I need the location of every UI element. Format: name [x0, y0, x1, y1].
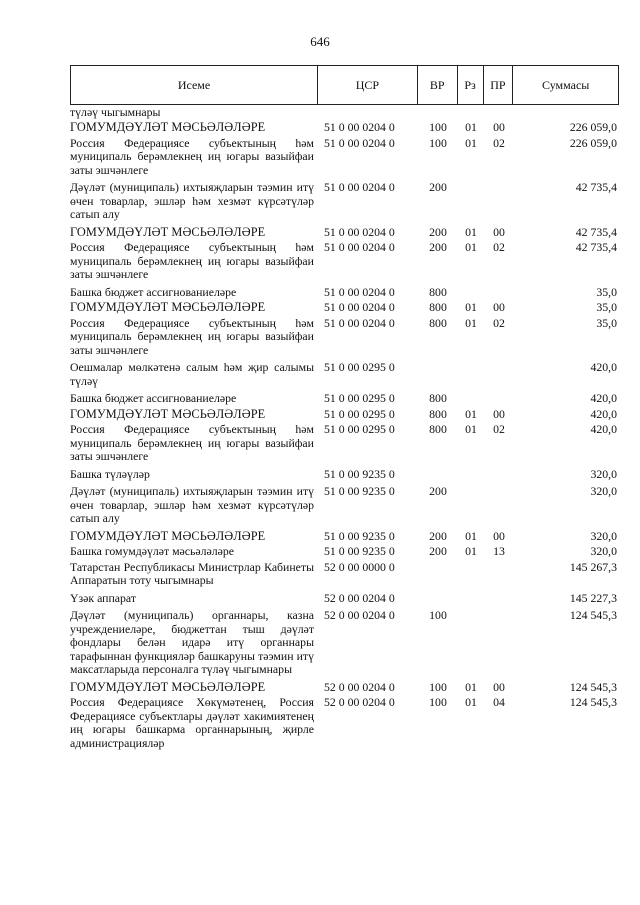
cell-name: ГОМУМДӘҮЛӘТ МӘСЬӘЛӘЛӘРЕ: [70, 120, 266, 134]
cell-name: Дәүләт (муниципаль) ихтыяҗларын тәэмин итү өчен товарлар, эшләр һәм хезмәт күрсәтүләр сатып алу: [70, 484, 314, 525]
cell-sum: 420,0: [590, 406, 617, 421]
table-row: [70, 301, 619, 315]
table-row: [70, 392, 619, 406]
cell-csr: 51 0 00 0204 0: [324, 224, 395, 239]
cell-csr: 51 0 00 9235 0: [324, 544, 395, 558]
table-row: [70, 561, 619, 588]
cell-name: Башка бюджет ассигнованиеләре: [70, 391, 237, 405]
cell-name: ГОМУМДӘҮЛӘТ МӘСЬӘЛӘЛӘРЕ: [70, 406, 266, 421]
cell-name: Башка бюджет ассигнованиеләре: [70, 284, 237, 299]
cell-name: Россия Федерациясе субъектының һәм муниципаль берәмлекнең иң югары вазыйфаи заты эшчәнлеге: [70, 315, 314, 357]
cell-vr: 800: [429, 422, 447, 436]
cell-csr: [318, 106, 418, 118]
cell-rz: 01: [465, 240, 477, 254]
cell-pr: 02: [493, 240, 505, 254]
cell-vr: 200: [429, 180, 447, 194]
cell-pr: 00: [493, 406, 505, 421]
table-row: [70, 545, 619, 559]
cell-rz: 01: [465, 300, 477, 314]
table-row: [70, 106, 619, 118]
cell-csr: 51 0 00 0204 0: [324, 240, 395, 254]
header-rz: Рз: [458, 66, 484, 104]
cell-vr: 100: [429, 679, 447, 694]
cell-csr: 52 0 00 0204 0: [324, 679, 395, 694]
cell-sum: 35,0: [596, 315, 617, 330]
cell-csr: 51 0 00 0204 0: [324, 135, 395, 150]
cell-pr: [484, 468, 514, 482]
cell-name: ГОМУМДӘҮЛӘТ МӘСЬӘЛӘЛӘРЕ: [70, 679, 266, 694]
cell-pr: 00: [493, 679, 505, 694]
cell-name: Оешмалар мөлкәтенә салым һәм җир салымы түләү: [70, 360, 314, 388]
cell-rz: [458, 361, 484, 388]
header-pr: ПР: [484, 66, 514, 104]
cell-rz: [458, 286, 484, 300]
cell-vr: 100: [429, 120, 447, 134]
cell-vr: 100: [429, 608, 447, 622]
cell-pr: [484, 181, 514, 222]
cell-pr: [484, 361, 514, 388]
cell-csr: 51 0 00 0204 0: [324, 300, 395, 314]
cell-csr: 51 0 00 9235 0: [324, 466, 395, 481]
table-header: [70, 65, 619, 105]
cell-name: Россия Федерациясе субъектының һәм муниципаль берәмлекнең иң югары вазыйфаи заты эшчәнлеге: [70, 240, 314, 281]
cell-csr: 52 0 00 0204 0: [324, 695, 395, 709]
header-csr: ЦСР: [318, 66, 418, 104]
cell-vr: 200: [429, 544, 447, 558]
cell-sum: 124 545,3: [569, 608, 617, 622]
cell-sum: 42 735,4: [575, 224, 617, 239]
cell-csr: 51 0 00 0295 0: [324, 360, 395, 374]
cell-pr: 00: [493, 528, 505, 543]
cell-sum: 35,0: [596, 300, 617, 314]
cell-name: ГОМУМДӘҮЛӘТ МӘСЬӘЛӘЛӘРЕ: [70, 300, 266, 314]
cell-name: Башка гомумдәүләт мәсьәләләре: [70, 544, 235, 558]
cell-name: Башка түләүләр: [70, 466, 150, 481]
cell-pr: 02: [493, 315, 505, 330]
table-row: [70, 485, 619, 526]
cell-csr: 51 0 00 0295 0: [324, 391, 395, 405]
cell-pr: 00: [493, 224, 505, 239]
cell-pr: 02: [493, 422, 505, 436]
cell-sum: 226 059,0: [569, 135, 617, 150]
table-row: [70, 468, 619, 482]
cell-sum: 145 267,3: [569, 559, 617, 574]
cell-csr: 51 0 00 9235 0: [324, 528, 395, 543]
cell-pr: [484, 392, 514, 406]
cell-sum: 42 735,4: [575, 240, 617, 254]
cell-vr: [418, 106, 458, 118]
cell-csr: 52 0 00 0204 0: [324, 608, 395, 622]
table-row: [70, 423, 619, 464]
table-row: [70, 361, 619, 388]
cell-pr: 04: [493, 695, 505, 709]
cell-csr: 51 0 00 0204 0: [324, 284, 395, 299]
cell-rz: [458, 592, 484, 606]
table-row: [70, 592, 619, 606]
cell-pr: 00: [493, 300, 505, 314]
table-row: [70, 121, 619, 135]
cell-csr: 51 0 00 0204 0: [324, 315, 395, 330]
cell-pr: [484, 609, 514, 677]
cell-rz: [458, 392, 484, 406]
cell-sum: 145 227,3: [569, 590, 617, 605]
page-number: 646: [310, 34, 330, 49]
cell-vr: 200: [429, 240, 447, 254]
cell-vr: 800: [429, 300, 447, 314]
cell-name: Үзәк аппарат: [70, 590, 137, 605]
cell-name: Россия Федерациясе субъектының һәм муниципаль берәмлекнең иң югары вазыйфаи заты эшчәнлеге: [70, 422, 314, 463]
cell-rz: 01: [465, 679, 477, 694]
cell-rz: 01: [465, 422, 477, 436]
cell-csr: 51 0 00 9235 0: [324, 484, 395, 498]
cell-vr: [418, 592, 458, 606]
cell-sum: 226 059,0: [569, 120, 617, 134]
cell-csr: 51 0 00 0295 0: [324, 406, 395, 421]
cell-vr: 200: [429, 484, 447, 498]
cell-pr: 13: [493, 544, 505, 558]
cell-rz: 01: [465, 528, 477, 543]
header-vr: ВР: [418, 66, 458, 104]
cell-name: ГОМУМДӘҮЛӘТ МӘСЬӘЛӘЛӘРЕ: [70, 528, 266, 543]
cell-sum: 320,0: [590, 544, 617, 558]
cell-name: Татарстан Республикасы Министрлар Кабинеты Аппаратын тоту чыгымнары: [70, 559, 314, 587]
cell-vr: 800: [429, 406, 447, 421]
cell-sum: 320,0: [590, 466, 617, 481]
table-row: [70, 286, 619, 300]
table-body: [70, 106, 619, 750]
table-row: [70, 609, 619, 677]
cell-rz: 01: [465, 315, 477, 330]
cell-vr: 100: [429, 135, 447, 150]
cell-rz: 01: [465, 224, 477, 239]
cell-vr: 800: [429, 315, 447, 330]
cell-pr: [484, 592, 514, 606]
cell-vr: 200: [429, 528, 447, 543]
cell-rz: [458, 468, 484, 482]
table-row: [70, 530, 619, 544]
table-row: [70, 696, 619, 750]
cell-pr: [484, 485, 514, 526]
cell-pr: [484, 106, 514, 118]
cell-sum: 124 545,3: [569, 679, 617, 694]
cell-name: Дәүләт (муниципаль) ихтыяҗларын тәэмин итү өчен товарлар, эшләр һәм хезмәт күрсәтүләр сатып алу: [70, 180, 314, 221]
cell-name: Дәүләт (муниципаль) органнары, казна учреждениеләре, бюджеттан тыш дәүләт фондлары белән идарә итү органнары тарафыннан функцияләр башкаруны тәэмин итү максатларыда персоналга түләү чыгымнары: [70, 608, 314, 676]
cell-rz: [458, 106, 484, 118]
cell-csr: 52 0 00 0204 0: [324, 590, 395, 605]
table-row: [70, 408, 619, 422]
cell-rz: 01: [465, 544, 477, 558]
cell-rz: 01: [465, 120, 477, 134]
table-row: [70, 681, 619, 695]
cell-csr: 51 0 00 0295 0: [324, 422, 395, 436]
cell-sum: 35,0: [596, 284, 617, 299]
cell-vr: [418, 361, 458, 388]
cell-csr: 52 0 00 0000 0: [324, 559, 395, 574]
cell-sum: 420,0: [590, 360, 617, 374]
cell-sum: 42 735,4: [575, 180, 617, 194]
cell-vr: 800: [429, 284, 447, 299]
cell-pr: [484, 561, 514, 588]
cell-rz: 01: [465, 406, 477, 421]
cell-sum: 420,0: [590, 422, 617, 436]
cell-vr: 100: [429, 695, 447, 709]
cell-vr: 200: [429, 224, 447, 239]
table-row: [70, 181, 619, 222]
cell-name: түләү чыгымнары: [70, 105, 161, 119]
cell-name: ГОМУМДӘҮЛӘТ МӘСЬӘЛӘЛӘРЕ: [70, 224, 266, 239]
cell-sum: 320,0: [590, 484, 617, 498]
table-row: [70, 241, 619, 282]
cell-rz: [458, 561, 484, 588]
cell-vr: [418, 561, 458, 588]
table-row: [70, 317, 619, 358]
cell-pr: [484, 286, 514, 300]
cell-csr: 51 0 00 0204 0: [324, 180, 395, 194]
cell-vr: 800: [429, 391, 447, 405]
cell-name: Россия Федерациясе Хөкүмәтенең, Россия Федерациясе субъектлары дәүләт хакимиятенең иң югары башкарма органнарының, җирле администрацияләр: [70, 695, 314, 750]
cell-pr: 02: [493, 135, 505, 150]
cell-pr: 00: [493, 120, 505, 134]
cell-rz: [458, 181, 484, 222]
cell-sum: 320,0: [590, 528, 617, 543]
cell-name: Россия Федерациясе субъектының һәм муниципаль берәмлекнең иң югары вазыйфаи заты эшчәнлеге: [70, 135, 314, 177]
cell-sum: 124 545,3: [569, 695, 617, 709]
cell-rz: 01: [465, 695, 477, 709]
cell-csr: 51 0 00 0204 0: [324, 120, 395, 134]
cell-rz: [458, 485, 484, 526]
table-row: [70, 226, 619, 240]
header-sum: Суммасы: [542, 77, 590, 92]
cell-rz: [458, 609, 484, 677]
cell-sum: [514, 106, 619, 118]
table-row: [70, 137, 619, 178]
header-name: Исеме: [71, 66, 318, 104]
cell-vr: [418, 468, 458, 482]
cell-sum: 420,0: [590, 391, 617, 405]
cell-rz: 01: [465, 135, 477, 150]
